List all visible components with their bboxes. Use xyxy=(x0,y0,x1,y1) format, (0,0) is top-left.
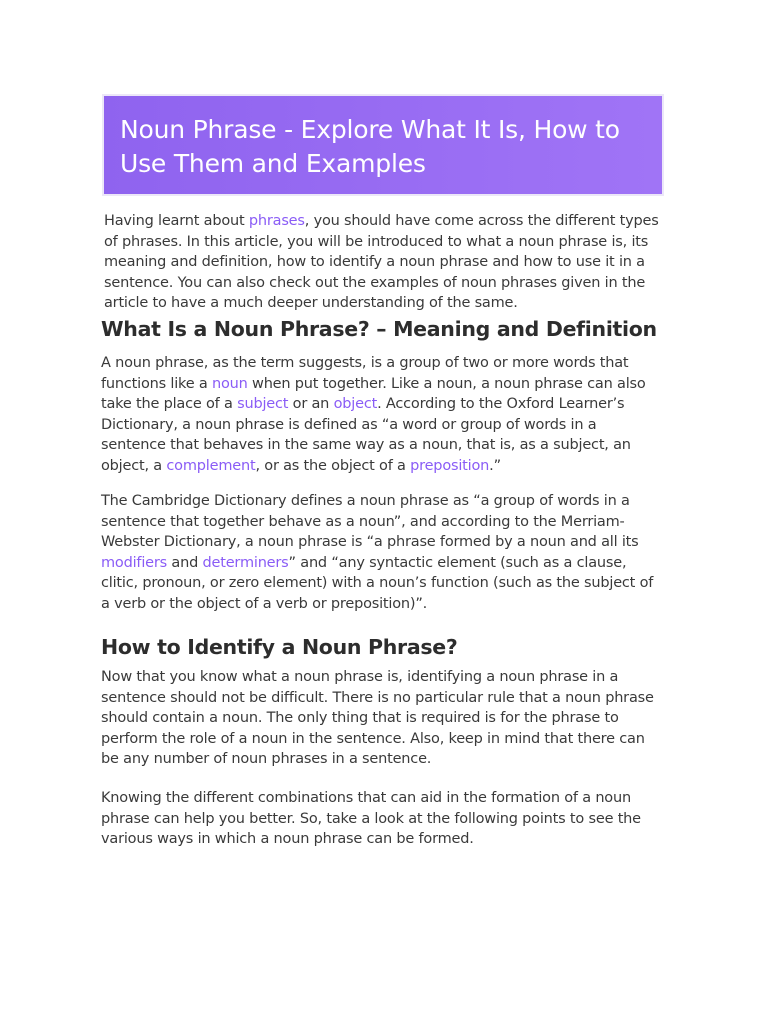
link-noun[interactable]: noun xyxy=(211,375,248,392)
text: ” and “any syntactic element (such as a clause, clitic, pronoun, or zero element) with a noun’s function (such as the subject of a verb or the object of a verb or preposition)”. xyxy=(101,554,654,612)
section-heading-identify: How to Identify a Noun Phrase? xyxy=(101,635,458,659)
intro-text-1: Having learnt about xyxy=(104,213,249,229)
intro-text-2: , you should have come across the different types of phrases. In this article, you will be introduced to what a noun phrase is, its meaning and definition, how to identify a noun phrase and how to use it in a sentence. You can also check out the examples of noun phrases given in the article to have a much deeper understanding of the same. xyxy=(104,213,659,312)
link-phrases[interactable]: phrases xyxy=(248,213,305,229)
definition-paragraph xyxy=(101,353,661,477)
link-modifiers[interactable]: modifiers xyxy=(101,554,167,571)
link-determiners[interactable]: determiners xyxy=(202,554,289,571)
identify-paragraph: Now that you know what a noun phrase is, identifying a noun phrase in a sentence should not be difficult. There is no particular rule that a noun phrase should contain a noun. The only thing that is required is for the phrase to perform the role of a noun in the sentence. Also, keep in mind that there can be any number of noun phrases in a sentence. xyxy=(101,669,654,768)
text: The Cambridge Dictionary defines a noun phrase as “a group of words in a sentence that together behave as a noun”, and according to the Merriam-Webster Dictionary, a noun phrase is “a phrase formed by a noun and all its xyxy=(101,493,639,551)
page-title: Noun Phrase - Explore What It Is, How to Use Them and Examples xyxy=(120,115,620,178)
link-object[interactable]: object xyxy=(333,396,378,413)
link-subject[interactable]: subject xyxy=(237,396,289,413)
link-preposition[interactable]: preposition xyxy=(410,457,490,474)
text: when put together. Like a noun, a noun phrase can also take the place of a xyxy=(101,375,646,413)
section-heading-meaning: What Is a Noun Phrase? – Meaning and Definition xyxy=(101,317,657,341)
text: A noun phrase, as the term suggests, is a group of two or more words that functions like a xyxy=(101,355,629,392)
cambridge-paragraph xyxy=(101,491,661,615)
link-complement[interactable]: complement xyxy=(166,457,256,474)
text: and xyxy=(167,554,203,571)
text: , or as the object of a xyxy=(255,457,411,474)
intro-paragraph xyxy=(104,211,660,314)
text: or an xyxy=(288,396,334,413)
title-banner xyxy=(104,96,662,194)
text: . According to the Oxford Learner’s Dictionary, a noun phrase is defined as “a word or group of words in a sentence that behaves in the same way as a noun, that is, as a subject, an object, a xyxy=(101,396,631,474)
combinations-paragraph: Knowing the different combinations that can aid in the formation of a noun phrase can help you better. So, take a look at the following points to see the various ways in which a noun phrase can be formed. xyxy=(101,790,641,848)
text: .” xyxy=(489,457,501,474)
